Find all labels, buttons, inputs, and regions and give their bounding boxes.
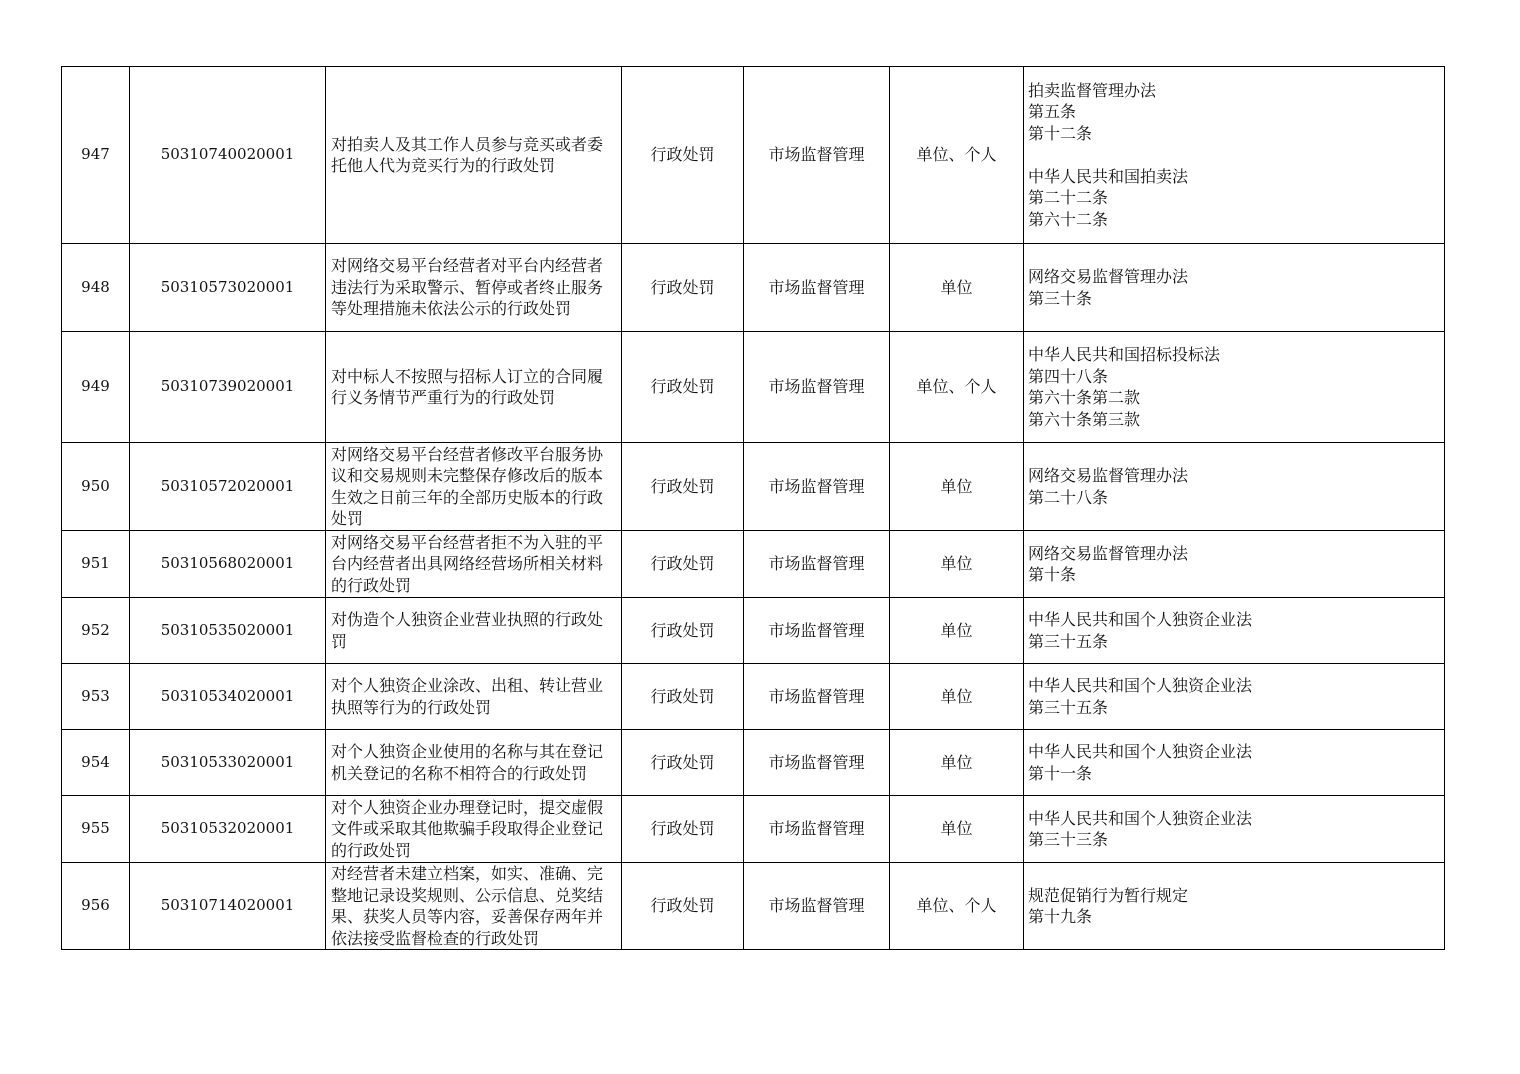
- legal-basis-line: 网络交易监督管理办法: [1028, 543, 1189, 563]
- table-row: [62, 67, 1445, 244]
- legal-basis-line: 第四十八条: [1028, 366, 1109, 386]
- department: 市场监督管理: [744, 664, 890, 730]
- row-number: 948: [62, 244, 130, 332]
- table-row: [62, 244, 1445, 332]
- item-description: 对网络交易平台经营者修改平台服务协议和交易规则未完整保存修改后的版本生效之日前三年的全部历史版本的行政处罚: [326, 443, 622, 531]
- legal-basis: [1024, 332, 1445, 443]
- row-number: 955: [62, 796, 130, 863]
- row-number: 950: [62, 443, 130, 531]
- legal-basis-line: 第五条: [1028, 102, 1077, 122]
- item-description: 对个人独资企业涂改、出租、转让营业执照等行为的行政处罚: [326, 664, 622, 730]
- table-row: [62, 796, 1445, 863]
- legal-basis-line: 中华人民共和国拍卖法: [1028, 166, 1189, 186]
- department: 市场监督管理: [744, 531, 890, 598]
- row-number: 954: [62, 730, 130, 796]
- table-row: [62, 598, 1445, 664]
- item-description: 对伪造个人独资企业营业执照的行政处罚: [326, 598, 622, 664]
- power-type: 行政处罚: [622, 863, 744, 950]
- legal-basis-line: 网络交易监督管理办法: [1028, 267, 1189, 286]
- row-number: 949: [62, 332, 130, 443]
- legal-basis: [1024, 67, 1445, 244]
- legal-basis: [1024, 863, 1445, 950]
- legal-basis-line: 第六十条第三款: [1028, 409, 1141, 429]
- legal-basis-line: 第三十条: [1028, 288, 1093, 308]
- department: 市场监督管理: [744, 796, 890, 863]
- item-code: 50310573020001: [130, 244, 326, 332]
- department: 市场监督管理: [744, 443, 890, 531]
- power-type: 行政处罚: [622, 443, 744, 531]
- legal-basis-line: 规范促销行为暂行规定: [1028, 885, 1189, 905]
- power-type: 行政处罚: [622, 531, 744, 598]
- legal-basis-line: 第十九条: [1028, 907, 1093, 926]
- item-code: 50310533020001: [130, 730, 326, 796]
- power-type: 行政处罚: [622, 796, 744, 863]
- power-list-table: [61, 66, 1445, 950]
- target-subject: 单位、个人: [890, 332, 1024, 443]
- department: 市场监督管理: [744, 332, 890, 443]
- target-subject: 单位: [890, 730, 1024, 796]
- row-number: 956: [62, 863, 130, 950]
- item-code: 50310532020001: [130, 796, 326, 863]
- item-description: 对个人独资企业办理登记时，提交虚假文件或采取其他欺骗手段取得企业登记的行政处罚: [326, 796, 622, 863]
- target-subject: 单位: [890, 443, 1024, 531]
- item-code: 50310572020001: [130, 443, 326, 531]
- target-subject: 单位: [890, 244, 1024, 332]
- item-description: 对网络交易平台经营者拒不为入驻的平台内经营者出具网络经营场所相关材料的行政处罚: [326, 531, 622, 598]
- legal-basis-line: 第二十二条: [1028, 188, 1109, 208]
- item-description: 对经营者未建立档案，如实、准确、完整地记录设奖规则、公示信息、兑奖结果、获奖人员等内容，妥善保存两年并依法接受监督检查的行政处罚: [326, 863, 622, 950]
- legal-basis-line: 第十一条: [1028, 763, 1093, 783]
- item-description: 对网络交易平台经营者对平台内经营者违法行为采取警示、暂停或者终止服务等处理措施未依法公示的行政处罚: [326, 244, 622, 332]
- legal-basis: [1024, 598, 1445, 664]
- legal-basis: [1024, 244, 1445, 332]
- department: 市场监督管理: [744, 863, 890, 950]
- target-subject: 单位: [890, 664, 1024, 730]
- row-number: 951: [62, 531, 130, 598]
- table-row: [62, 730, 1445, 796]
- legal-basis-line: 第三十五条: [1028, 631, 1109, 651]
- department: 市场监督管理: [744, 67, 890, 244]
- item-description: 对个人独资企业使用的名称与其在登记机关登记的名称不相符合的行政处罚: [326, 730, 622, 796]
- table-row: [62, 443, 1445, 531]
- table-row: [62, 531, 1445, 598]
- department: 市场监督管理: [744, 598, 890, 664]
- item-description: 对拍卖人及其工作人员参与竞买或者委托他人代为竞买行为的行政处罚: [326, 67, 622, 244]
- table-body: [62, 67, 1445, 950]
- legal-basis-line: 第六十条第二款: [1028, 388, 1141, 407]
- table-row: [62, 332, 1445, 443]
- item-code: 50310535020001: [130, 598, 326, 664]
- power-type: 行政处罚: [622, 244, 744, 332]
- row-number: 947: [62, 67, 130, 244]
- item-code: 50310740020001: [130, 67, 326, 244]
- legal-basis-line: 中华人民共和国个人独资企业法: [1028, 610, 1253, 629]
- target-subject: 单位: [890, 531, 1024, 598]
- row-number: 952: [62, 598, 130, 664]
- legal-basis-line: 第十二条: [1028, 123, 1093, 143]
- item-code: 50310714020001: [130, 863, 326, 950]
- department: 市场监督管理: [744, 244, 890, 332]
- power-type: 行政处罚: [622, 598, 744, 664]
- legal-basis-line: 拍卖监督管理办法: [1028, 80, 1157, 100]
- legal-basis: [1024, 730, 1445, 796]
- target-subject: 单位: [890, 598, 1024, 664]
- item-code: 50310534020001: [130, 664, 326, 730]
- legal-basis-line: 第三十三条: [1028, 830, 1109, 849]
- legal-basis-line: 第二十八条: [1028, 487, 1109, 507]
- legal-basis-line: 第六十二条: [1028, 209, 1109, 229]
- legal-basis: [1024, 796, 1445, 863]
- legal-basis-line: 中华人民共和国个人独资企业法: [1028, 808, 1253, 828]
- table-row: [62, 664, 1445, 730]
- power-type: 行政处罚: [622, 67, 744, 244]
- department: 市场监督管理: [744, 730, 890, 796]
- power-type: 行政处罚: [622, 332, 744, 443]
- legal-basis-line: 中华人民共和国招标投标法: [1028, 345, 1221, 364]
- legal-basis-line: 网络交易监督管理办法: [1028, 466, 1189, 485]
- target-subject: 单位、个人: [890, 67, 1024, 244]
- row-number: 953: [62, 664, 130, 730]
- legal-basis-line: 中华人民共和国个人独资企业法: [1028, 676, 1253, 695]
- legal-basis-line: 第十条: [1028, 565, 1077, 584]
- legal-basis: [1024, 531, 1445, 598]
- power-type: 行政处罚: [622, 664, 744, 730]
- target-subject: 单位、个人: [890, 863, 1024, 950]
- power-type: 行政处罚: [622, 730, 744, 796]
- target-subject: 单位: [890, 796, 1024, 863]
- legal-basis-line: [1028, 144, 1444, 166]
- item-code: 50310568020001: [130, 531, 326, 598]
- table-row: [62, 863, 1445, 950]
- item-description: 对中标人不按照与招标人订立的合同履行义务情节严重行为的行政处罚: [326, 332, 622, 443]
- legal-basis: [1024, 664, 1445, 730]
- legal-basis-line: 中华人民共和国个人独资企业法: [1028, 742, 1253, 761]
- legal-basis-line: 第三十五条: [1028, 697, 1109, 717]
- item-code: 50310739020001: [130, 332, 326, 443]
- legal-basis: [1024, 443, 1445, 531]
